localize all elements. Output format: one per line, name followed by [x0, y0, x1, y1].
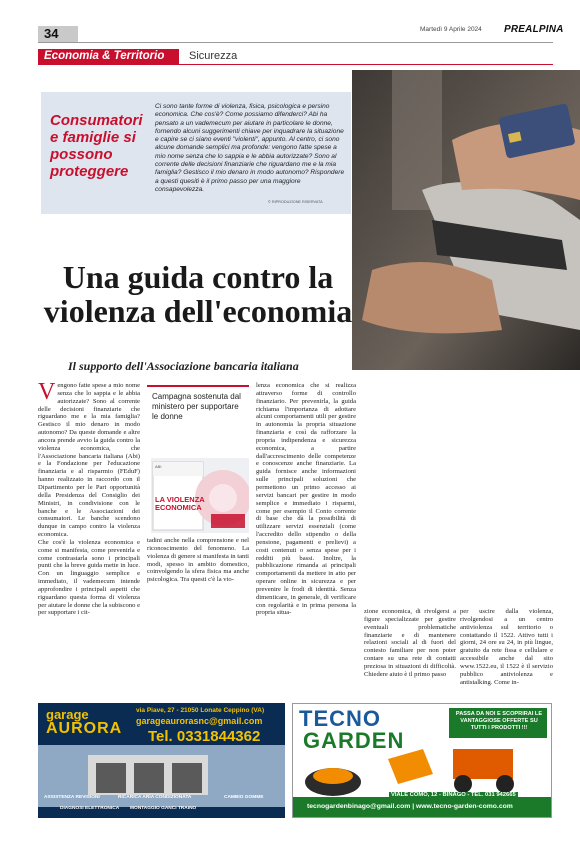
intro-credit: © RIPRODUZIONE RISERVATA: [268, 200, 323, 204]
column-1-text-b: Che cos'è la violenza economica e come si manifesta, come prevenirla e come contrastarla sono i principali punti che la breve guida mette in luce. Con un linguaggio semplice e immediato, il vademecum intende approfondire i principali aspetti che riguardano questa forma di violenza per aiutare le donne che la subiscono e per supportare i cit-: [38, 538, 140, 617]
guide-cover-image: [151, 458, 249, 533]
article-column-4: zione economica, di rivolgersi a figure specializzate per gestire eventuali problematiche finanziarie e di mantenere relazioni sociali al di fuori del contesto familiare per non poter contare su una rete di contatti preziosa in situazioni di difficoltà. Chiedere aiuto è il primo passo: [364, 608, 456, 678]
ad-tecno-garden[interactable]: [292, 703, 552, 818]
article-title: Una guida contro la violenza dell'economia: [43, 259, 353, 329]
drop-cap: V: [38, 379, 56, 405]
tecno-footer-links[interactable]: tecnogardenbinago@gmail.com | www.tecno-garden-como.com: [307, 803, 513, 810]
service-4: DIAGNOSI ELETTRONICA: [60, 806, 120, 811]
service-3: CAMBIO GOMME: [224, 795, 264, 800]
header-rule: [38, 42, 553, 43]
tecno-brand-line1: TECNO: [299, 706, 381, 731]
intro-text: Ci sono tante forme di violenza, fisica, psicologica e persino economica. Che cos'è? Come possiamo difenderci? Abi ha pensato a un vademecum per aiutare in particolare le donne, fornendo alcuni suggerimenti chiave per inquadrare la situazione e capire se ci siano eventi "violenti", appunto. Al centro, ci sono alcune domande semplici ma profonde: vengono fatte spese a mio nome senza che lo sappia e le abbia autorizzate? Sono al corrente delle decisioni finanziarie che riguardano me e la mia famiglia? Gestisco il mio denaro in modo autonomo? Rispondere a questi quesiti è il primo passo per una maggiore consapevolezza.: [155, 103, 345, 193]
service-2: RICARICA ARIA CONDIZIONATA: [118, 795, 192, 800]
tecno-promo: PASSA DA NOI E SCOPRIRAI LE VANTAGGIOSE OFFERTE SU TUTTI I PRODOTTI !!!: [455, 711, 543, 731]
column-1-text: engono fatte spese a mio nome senza che lo sappia e le abbia autorizzate? Sono al corrente delle decisioni finanziarie che riguardano me e la mia famiglia? Gestisco il mio denaro in modo autonomo? Da queste domande e altre ancora prende avvio la guida contro la violenza economica, che l'Associazione bancaria italiana (Abi) e la Fondazione per l'educazione finanziaria e al risparmio (FEduF) hanno realizzato in raccordo con il Dipartimento per le Pari opportunità della Presidenza del Consiglio dei Ministri, in condivisione con le banche e le Associazioni dei consumatori. Le banche scendono dunque in campo contro la violenza economica.: [38, 382, 140, 539]
book-brand: ABI: [155, 464, 162, 469]
book-title: LA VIOLENZA ECONOMICA: [155, 495, 205, 512]
section-title: Economia & Territorio: [44, 50, 165, 62]
garage-email[interactable]: garageaurorasnc@gmail.com: [136, 716, 263, 726]
garage-phone[interactable]: Tel. 0331844362: [148, 728, 261, 745]
dateline: Martedì 9 Aprile 2024: [420, 26, 482, 33]
photo-card-laptop: [352, 70, 580, 370]
garage-address: via Piave, 27 - 21050 Lonate Ceppino (VA): [136, 707, 265, 714]
garage-brand-small: garage: [46, 707, 89, 722]
page-number: 34: [38, 26, 78, 42]
article-subtitle: Il supporto dell'Associazione bancaria italiana: [68, 359, 299, 373]
tecno-brand-line2: GARDEN: [303, 728, 405, 753]
article-column-3: lenza economica che si realizza attraverso forme di controllo finanziario. Per prevenirla, la guida richiama l'importanza di adottare alcuni comportamenti utili per gestire in autonomia la propria situazione finanziaria e così da rafforzare la propria indipendenza e sicurezza economica, a partire dall'accrescimento delle competenze e conoscenze anche finanziarie. La guida fornisce anche informazioni sulle principali soluzioni che permettono un primo accesso ai servizi bancari per gestire in modo semplice e immediato i risparmi, come per esempio il Conto corrente di base che dà la possibilità di utilizzare servizi essenziali (come l'accredito dello stipendio o della pensione, pagamenti e prelievi) a costi contenuti o senza spese per i redditi più bassi. Inoltre, la pubblicazione rimanda ai principali comportamenti da mettere in atto per operare online in sicurezza e per prevenire le frodi di identità. Senza dimenticare, in generale, di verificare con regolarità e in prima persona la propria situa-: [256, 382, 356, 617]
garage-brand-main: AURORA: [46, 720, 123, 737]
intro-title: Consumatori e famiglie si possono proteggere: [50, 112, 143, 180]
article-column-2: tadini anche nella comprensione e nel riconoscimento del fenomeno. La violenza di genere si manifesta in tanti modi, spesso in ambito domestico, coinvolgendo la sfera fisica ma anche psicologica. Tra questi c'è la vio-: [147, 537, 249, 584]
section-subtitle: Sicurezza: [189, 50, 238, 62]
sidebar-title: Campagna sostenuta dal ministero per supportare le donne: [152, 392, 241, 421]
ad-garage-aurora[interactable]: [38, 703, 285, 818]
service-5: MONTAGGIO GANCI TRAINO: [130, 806, 197, 811]
article-column-1: [38, 379, 140, 617]
service-1: ASSISTENZA REVISIONI: [44, 795, 100, 800]
section-rule: [38, 64, 553, 65]
newspaper-brand: PREALPINA: [504, 24, 564, 35]
article-column-5: per uscire dalla violenza, rivolgendosi a un centro antiviolenza sul territorio o contattando il 1522. Attivo tutti i giorni, 24 ore su 24, in più lingue, gratuito da rete fissa e cellulare e accessibile anche dal sito www.1522.eu, il 1522 è il servizio pubblico antiviolenza e antistalking. Come in-: [460, 608, 553, 686]
tecno-address: VIALE COMO, 12 - BINAGO - TEL. 031 942665: [391, 792, 516, 798]
